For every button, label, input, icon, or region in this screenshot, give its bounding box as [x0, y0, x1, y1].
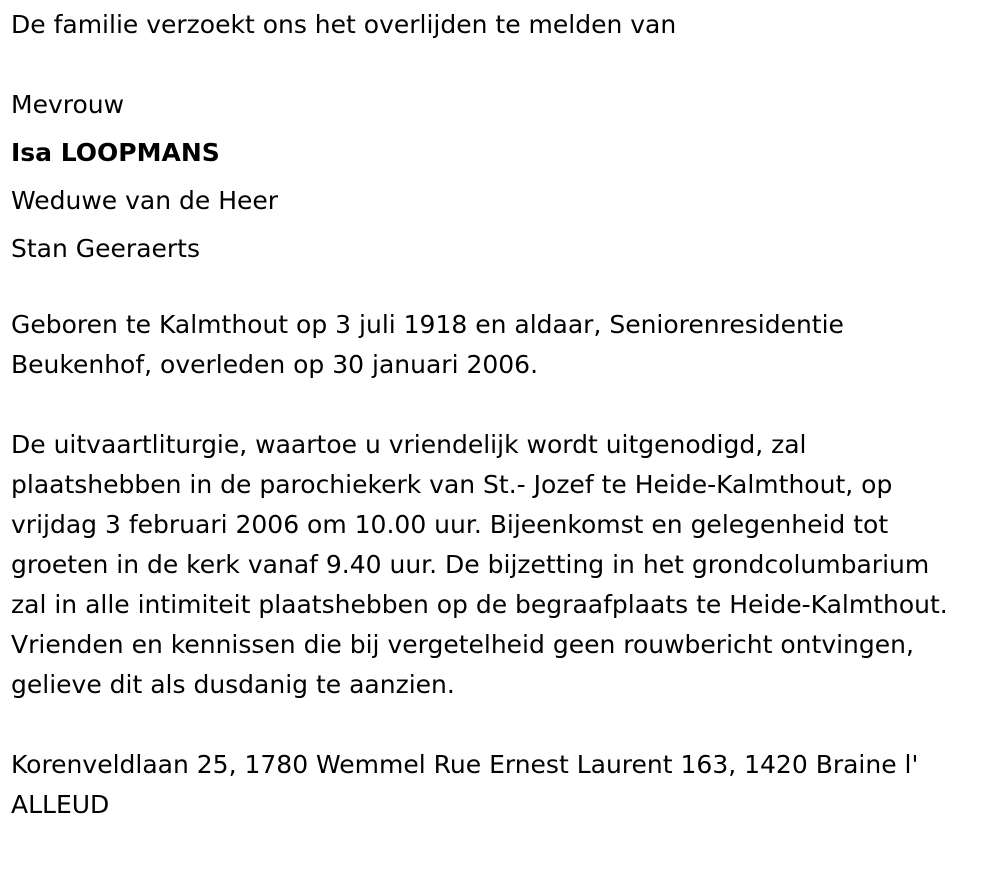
- address-paragraph: Korenveldlaan 25, 1780 Wemmel Rue Ernest Laurent 163, 1420 Braine l' ALLEUD: [11, 750, 919, 819]
- intro-text: De familie verzoekt ons het overlijden te melden van: [11, 10, 677, 39]
- funeral-paragraph: De uitvaartliturgie, waartoe u vriendelijk wordt uitgenodigd, zal plaatshebben in de parochiekerk van St.- Jozef te Heide-Kalmthout, op vrijdag 3 februari 2006 om 10.00 uur. Bijeenkomst en gelegenheid tot groeten in de kerk vanaf 9.40 uur. De bijzetting in het grondcolumbarium zal in alle intimiteit plaatshebben op de begraafplaats te Heide-Kalmthout. Vrienden en kennissen die bij vergetelheid geen rouwbericht ontvingen, gelieve dit als dusdanig te aanzien.: [11, 430, 948, 699]
- deceased-name: Isa LOOPMANS: [11, 138, 220, 167]
- deceased-block: [11, 81, 971, 273]
- relation-line-2: Stan Geeraerts: [11, 234, 201, 263]
- birth-death-paragraph: Geboren te Kalmthout op 3 juli 1918 en aldaar, Seniorenresidentie Beukenhof, overleden op 30 januari 2006.: [11, 310, 844, 379]
- salutation: Mevrouw: [11, 90, 125, 119]
- relation-line-1: Weduwe van de Heer: [11, 186, 279, 215]
- obituary-notice: [11, 5, 971, 825]
